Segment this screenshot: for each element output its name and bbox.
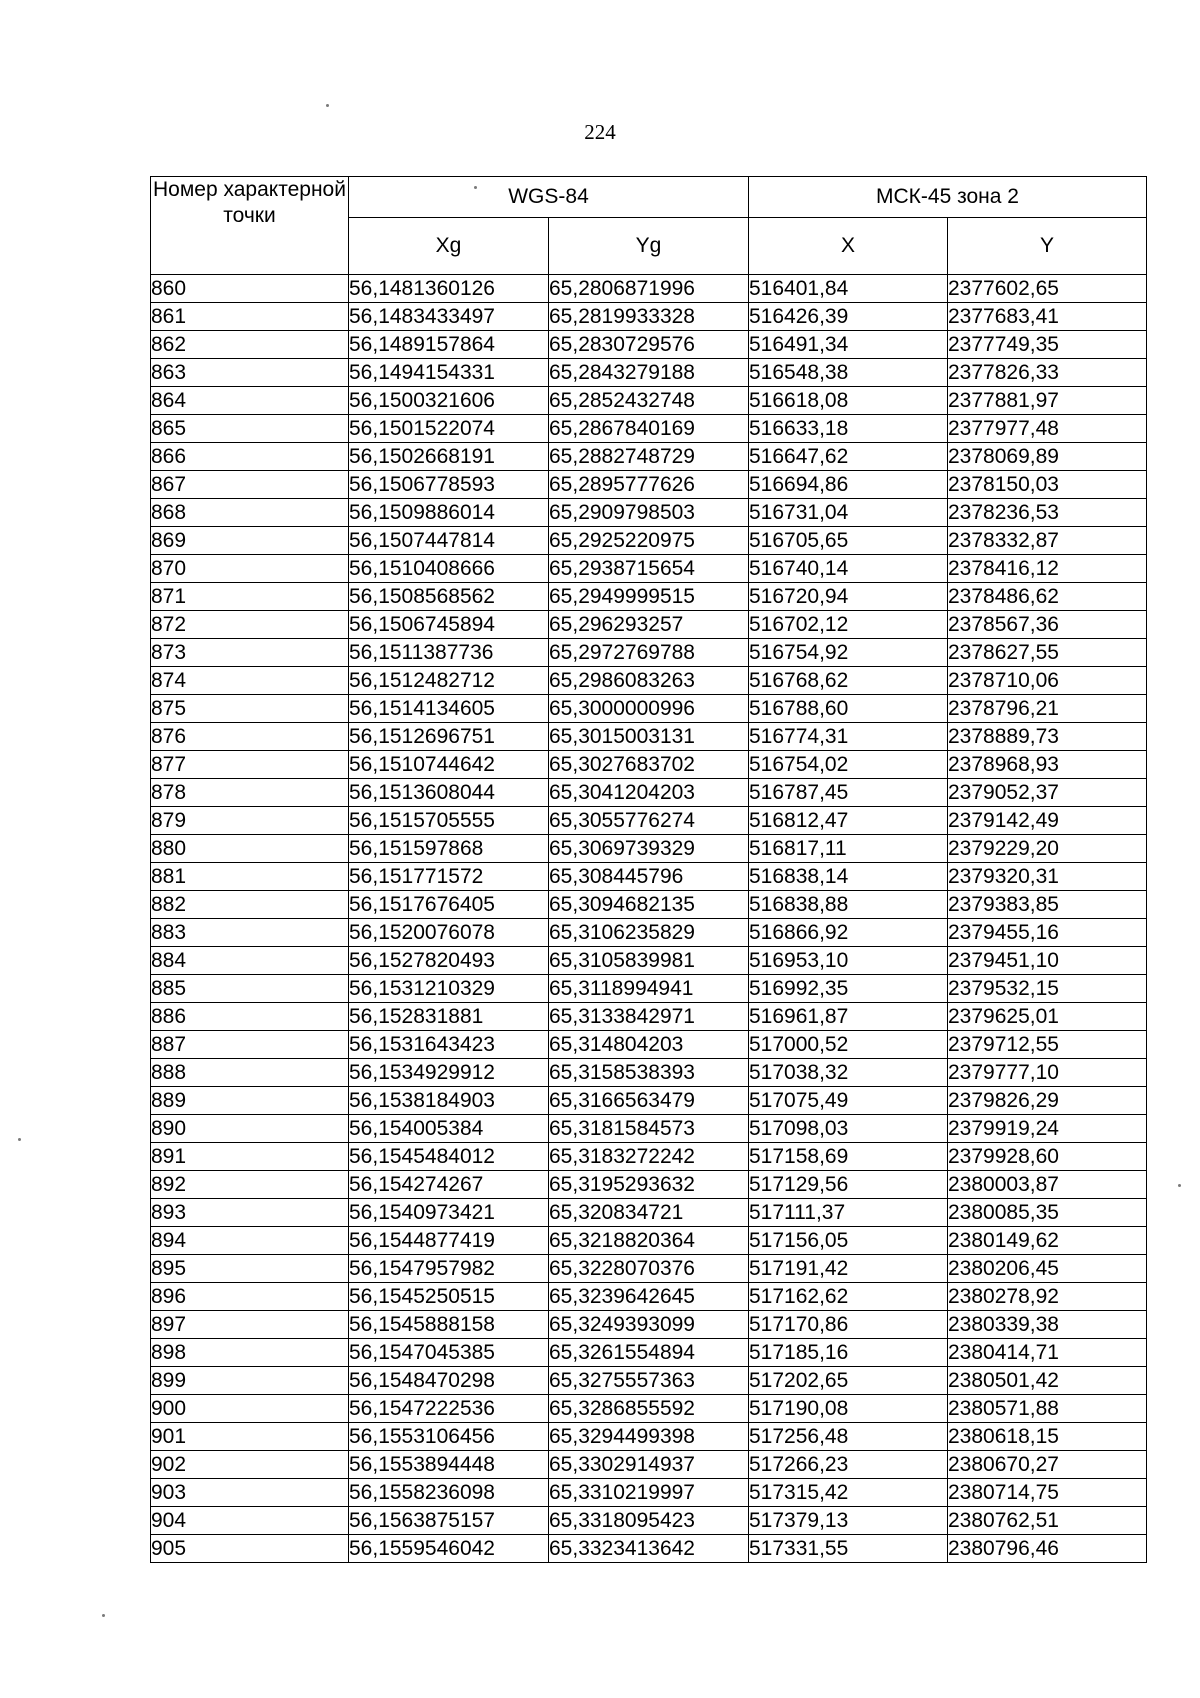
x-cell: 516992,35 [749,975,948,1003]
x-cell: 516768,62 [749,667,948,695]
xg-cell: 56,1540973421 [349,1199,549,1227]
x-cell: 516618,08 [749,387,948,415]
point-number-cell: 871 [151,583,349,611]
table-row [151,1059,1147,1087]
xg-cell: 56,1545250515 [349,1283,549,1311]
point-number-cell: 887 [151,1031,349,1059]
x-cell: 517315,42 [749,1479,948,1507]
y-cell: 2380085,35 [948,1199,1147,1227]
y-cell: 2377602,65 [948,275,1147,303]
yg-cell: 65,3133842971 [549,1003,749,1031]
header-x: X [749,218,948,275]
x-cell: 517266,23 [749,1451,948,1479]
y-cell: 2378150,03 [948,471,1147,499]
y-cell: 2377749,35 [948,331,1147,359]
header-msk45: МСК-45 зона 2 [749,177,1147,218]
table-row [151,303,1147,331]
table-row [151,415,1147,443]
table-row [151,751,1147,779]
y-cell: 2379383,85 [948,891,1147,919]
point-number-cell: 899 [151,1367,349,1395]
y-cell: 2379455,16 [948,919,1147,947]
header-y: Y [948,218,1147,275]
x-cell: 516702,12 [749,611,948,639]
yg-cell: 65,3158538393 [549,1059,749,1087]
table-row [151,1367,1147,1395]
table-row [151,667,1147,695]
y-cell: 2378486,62 [948,583,1147,611]
y-cell: 2379142,49 [948,807,1147,835]
xg-cell: 56,1545888158 [349,1311,549,1339]
xg-cell: 56,1506778593 [349,471,549,499]
xg-cell: 56,1553894448 [349,1451,549,1479]
yg-cell: 65,3323413642 [549,1535,749,1563]
header-point-number: Номер характерной точки [151,177,349,275]
table-row [151,1087,1147,1115]
y-cell: 2379320,31 [948,863,1147,891]
yg-cell: 65,2882748729 [549,443,749,471]
table-row [151,1507,1147,1535]
y-cell: 2379826,29 [948,1087,1147,1115]
point-number-cell: 863 [151,359,349,387]
x-cell: 516731,04 [749,499,948,527]
y-cell: 2380003,87 [948,1171,1147,1199]
yg-cell: 65,320834721 [549,1199,749,1227]
x-cell: 517098,03 [749,1115,948,1143]
yg-cell: 65,3275557363 [549,1367,749,1395]
table-row [151,695,1147,723]
x-cell: 517331,55 [749,1535,948,1563]
y-cell: 2380339,38 [948,1311,1147,1339]
y-cell: 2380206,45 [948,1255,1147,1283]
yg-cell: 65,3166563479 [549,1087,749,1115]
point-number-cell: 889 [151,1087,349,1115]
table-row [151,891,1147,919]
table-row [151,387,1147,415]
yg-cell: 65,3055776274 [549,807,749,835]
yg-cell: 65,3286855592 [549,1395,749,1423]
table-row [151,611,1147,639]
yg-cell: 65,2909798503 [549,499,749,527]
point-number-cell: 883 [151,919,349,947]
point-number-cell: 870 [151,555,349,583]
yg-cell: 65,2830729576 [549,331,749,359]
point-number-cell: 886 [151,1003,349,1031]
yg-cell: 65,2895777626 [549,471,749,499]
yg-cell: 65,2867840169 [549,415,749,443]
xg-cell: 56,1553106456 [349,1423,549,1451]
point-number-cell: 896 [151,1283,349,1311]
xg-cell: 56,1515705555 [349,807,549,835]
x-cell: 516647,62 [749,443,948,471]
point-number-cell: 862 [151,331,349,359]
xg-cell: 56,154274267 [349,1171,549,1199]
table-row [151,975,1147,1003]
y-cell: 2379625,01 [948,1003,1147,1031]
xg-cell: 56,1510408666 [349,555,549,583]
point-number-cell: 874 [151,667,349,695]
yg-cell: 65,3027683702 [549,751,749,779]
yg-cell: 65,3015003131 [549,723,749,751]
xg-cell: 56,1507447814 [349,527,549,555]
xg-cell: 56,1527820493 [349,947,549,975]
x-cell: 516491,34 [749,331,948,359]
xg-cell: 56,1500321606 [349,387,549,415]
y-cell: 2380414,71 [948,1339,1147,1367]
x-cell: 517185,16 [749,1339,948,1367]
xg-cell: 56,1548470298 [349,1367,549,1395]
xg-cell: 56,1545484012 [349,1143,549,1171]
table-row [151,1171,1147,1199]
y-cell: 2379229,20 [948,835,1147,863]
x-cell: 516548,38 [749,359,948,387]
x-cell: 517038,32 [749,1059,948,1087]
xg-cell: 56,1510744642 [349,751,549,779]
yg-cell: 65,2949999515 [549,583,749,611]
header-wgs84: WGS-84 [349,177,749,218]
y-cell: 2379777,10 [948,1059,1147,1087]
table-row [151,1031,1147,1059]
y-cell: 2380714,75 [948,1479,1147,1507]
x-cell: 517000,52 [749,1031,948,1059]
point-number-cell: 868 [151,499,349,527]
xg-cell: 56,1506745894 [349,611,549,639]
x-cell: 516740,14 [749,555,948,583]
yg-cell: 65,2972769788 [549,639,749,667]
point-number-cell: 867 [151,471,349,499]
scan-speck [326,104,329,107]
yg-cell: 65,2843279188 [549,359,749,387]
table-row [151,1535,1147,1563]
y-cell: 2380149,62 [948,1227,1147,1255]
xg-cell: 56,1514134605 [349,695,549,723]
yg-cell: 65,2925220975 [549,527,749,555]
x-cell: 516817,11 [749,835,948,863]
x-cell: 516953,10 [749,947,948,975]
xg-cell: 56,1511387736 [349,639,549,667]
y-cell: 2380278,92 [948,1283,1147,1311]
xg-cell: 56,1513608044 [349,779,549,807]
page-number: 224 [584,120,616,144]
table-row [151,1003,1147,1031]
xg-cell: 56,1512696751 [349,723,549,751]
scan-speck [1178,1184,1181,1187]
xg-cell: 56,1538184903 [349,1087,549,1115]
y-cell: 2380571,88 [948,1395,1147,1423]
xg-cell: 56,1489157864 [349,331,549,359]
header-yg: Yg [549,218,749,275]
x-cell: 517191,42 [749,1255,948,1283]
x-cell: 516812,47 [749,807,948,835]
table-row [151,443,1147,471]
x-cell: 516633,18 [749,415,948,443]
point-number-cell: 881 [151,863,349,891]
x-cell: 516401,84 [749,275,948,303]
y-cell: 2380796,46 [948,1535,1147,1563]
point-number-cell: 904 [151,1507,349,1535]
y-cell: 2378968,93 [948,751,1147,779]
point-number-cell: 898 [151,1339,349,1367]
xg-cell: 56,1494154331 [349,359,549,387]
xg-cell: 56,1531643423 [349,1031,549,1059]
xg-cell: 56,1563875157 [349,1507,549,1535]
yg-cell: 65,2938715654 [549,555,749,583]
yg-cell: 65,2819933328 [549,303,749,331]
table-body [151,275,1147,1563]
x-cell: 517190,08 [749,1395,948,1423]
yg-cell: 65,3218820364 [549,1227,749,1255]
y-cell: 2379052,37 [948,779,1147,807]
table-row [151,807,1147,835]
x-cell: 516961,87 [749,1003,948,1031]
y-cell: 2378332,87 [948,527,1147,555]
x-cell: 516787,45 [749,779,948,807]
table-row [151,1423,1147,1451]
xg-cell: 56,151771572 [349,863,549,891]
point-number-cell: 865 [151,415,349,443]
yg-cell: 65,3069739329 [549,835,749,863]
yg-cell: 65,3318095423 [549,1507,749,1535]
point-number-cell: 884 [151,947,349,975]
yg-cell: 65,3261554894 [549,1339,749,1367]
y-cell: 2379451,10 [948,947,1147,975]
x-cell: 517156,05 [749,1227,948,1255]
point-number-cell: 901 [151,1423,349,1451]
xg-cell: 56,1544877419 [349,1227,549,1255]
xg-cell: 56,1547045385 [349,1339,549,1367]
point-number-cell: 879 [151,807,349,835]
x-cell: 516426,39 [749,303,948,331]
x-cell: 516838,88 [749,891,948,919]
table-row [151,1199,1147,1227]
point-number-cell: 891 [151,1143,349,1171]
y-cell: 2378236,53 [948,499,1147,527]
table-row [151,1311,1147,1339]
y-cell: 2378567,36 [948,611,1147,639]
point-number-cell: 894 [151,1227,349,1255]
point-number-cell: 888 [151,1059,349,1087]
point-number-cell: 861 [151,303,349,331]
x-cell: 517170,86 [749,1311,948,1339]
xg-cell: 56,1534929912 [349,1059,549,1087]
point-number-cell: 872 [151,611,349,639]
yg-cell: 65,3181584573 [549,1115,749,1143]
table-row [151,1339,1147,1367]
x-cell: 517111,37 [749,1199,948,1227]
yg-cell: 65,3195293632 [549,1171,749,1199]
x-cell: 517075,49 [749,1087,948,1115]
table-row [151,919,1147,947]
table-row [151,471,1147,499]
xg-cell: 56,152831881 [349,1003,549,1031]
y-cell: 2377683,41 [948,303,1147,331]
y-cell: 2378710,06 [948,667,1147,695]
yg-cell: 65,3118994941 [549,975,749,1003]
point-number-cell: 876 [151,723,349,751]
y-cell: 2380618,15 [948,1423,1147,1451]
table-row [151,275,1147,303]
point-number-cell: 873 [151,639,349,667]
xg-cell: 56,1547222536 [349,1395,549,1423]
y-cell: 2380501,42 [948,1367,1147,1395]
x-cell: 516866,92 [749,919,948,947]
xg-cell: 56,1512482712 [349,667,549,695]
yg-cell: 65,3041204203 [549,779,749,807]
table-row [151,639,1147,667]
yg-cell: 65,2852432748 [549,387,749,415]
scan-speck [102,1614,105,1617]
yg-cell: 65,3000000996 [549,695,749,723]
xg-cell: 56,1483433497 [349,303,549,331]
table-row [151,331,1147,359]
yg-cell: 65,2806871996 [549,275,749,303]
yg-cell: 65,3106235829 [549,919,749,947]
header-row-groups [151,177,1147,218]
y-cell: 2378627,55 [948,639,1147,667]
point-number-cell: 875 [151,695,349,723]
table-row [151,1479,1147,1507]
point-number-cell: 900 [151,1395,349,1423]
point-number-cell: 897 [151,1311,349,1339]
point-number-cell: 878 [151,779,349,807]
y-cell: 2378796,21 [948,695,1147,723]
xg-cell: 56,151597868 [349,835,549,863]
yg-cell: 65,3310219997 [549,1479,749,1507]
point-number-cell: 890 [151,1115,349,1143]
table-row [151,555,1147,583]
yg-cell: 65,296293257 [549,611,749,639]
table-row [151,779,1147,807]
point-number-cell: 892 [151,1171,349,1199]
y-cell: 2377826,33 [948,359,1147,387]
coordinates-table [150,176,1147,1563]
x-cell: 516838,14 [749,863,948,891]
table-row [151,527,1147,555]
y-cell: 2379919,24 [948,1115,1147,1143]
yg-cell: 65,3094682135 [549,891,749,919]
point-number-cell: 866 [151,443,349,471]
x-cell: 517129,56 [749,1171,948,1199]
y-cell: 2380762,51 [948,1507,1147,1535]
yg-cell: 65,308445796 [549,863,749,891]
yg-cell: 65,3228070376 [549,1255,749,1283]
xg-cell: 56,1502668191 [349,443,549,471]
yg-cell: 65,3105839981 [549,947,749,975]
point-number-cell: 893 [151,1199,349,1227]
xg-cell: 56,1547957982 [349,1255,549,1283]
xg-cell: 56,1558236098 [349,1479,549,1507]
y-cell: 2379712,55 [948,1031,1147,1059]
xg-cell: 56,1509886014 [349,499,549,527]
xg-cell: 56,1501522074 [349,415,549,443]
yg-cell: 65,3183272242 [549,1143,749,1171]
y-cell: 2380670,27 [948,1451,1147,1479]
table-row [151,583,1147,611]
table-row [151,1451,1147,1479]
table-row [151,359,1147,387]
point-number-cell: 877 [151,751,349,779]
xg-cell: 56,1520076078 [349,919,549,947]
x-cell: 516705,65 [749,527,948,555]
x-cell: 517202,65 [749,1367,948,1395]
x-cell: 516774,31 [749,723,948,751]
table-row [151,499,1147,527]
point-number-cell: 895 [151,1255,349,1283]
yg-cell: 65,314804203 [549,1031,749,1059]
point-number-cell: 864 [151,387,349,415]
x-cell: 517256,48 [749,1423,948,1451]
x-cell: 516754,92 [749,639,948,667]
table-row [151,1255,1147,1283]
yg-cell: 65,3239642645 [549,1283,749,1311]
table-row [151,947,1147,975]
table-row [151,1115,1147,1143]
y-cell: 2379532,15 [948,975,1147,1003]
x-cell: 517162,62 [749,1283,948,1311]
table-row [151,835,1147,863]
table-row [151,1395,1147,1423]
point-number-cell: 885 [151,975,349,1003]
x-cell: 516788,60 [749,695,948,723]
x-cell: 517158,69 [749,1143,948,1171]
x-cell: 516720,94 [749,583,948,611]
y-cell: 2377881,97 [948,387,1147,415]
xg-cell: 56,1517676405 [349,891,549,919]
table-row [151,723,1147,751]
yg-cell: 65,3302914937 [549,1451,749,1479]
point-number-cell: 869 [151,527,349,555]
point-number-cell: 905 [151,1535,349,1563]
y-cell: 2378416,12 [948,555,1147,583]
xg-cell: 56,1559546042 [349,1535,549,1563]
yg-cell: 65,3249393099 [549,1311,749,1339]
y-cell: 2377977,48 [948,415,1147,443]
xg-cell: 56,1531210329 [349,975,549,1003]
point-number-cell: 860 [151,275,349,303]
table-row [151,1143,1147,1171]
scan-speck [18,1138,21,1141]
yg-cell: 65,2986083263 [549,667,749,695]
xg-cell: 56,1481360126 [349,275,549,303]
x-cell: 516754,02 [749,751,948,779]
table-row [151,1283,1147,1311]
y-cell: 2378069,89 [948,443,1147,471]
x-cell: 517379,13 [749,1507,948,1535]
point-number-cell: 880 [151,835,349,863]
xg-cell: 56,154005384 [349,1115,549,1143]
x-cell: 516694,86 [749,471,948,499]
xg-cell: 56,1508568562 [349,583,549,611]
scan-speck [474,186,477,189]
y-cell: 2379928,60 [948,1143,1147,1171]
point-number-cell: 902 [151,1451,349,1479]
point-number-cell: 903 [151,1479,349,1507]
table-row [151,863,1147,891]
header-xg: Xg [349,218,549,275]
point-number-cell: 882 [151,891,349,919]
yg-cell: 65,3294499398 [549,1423,749,1451]
y-cell: 2378889,73 [948,723,1147,751]
table-row [151,1227,1147,1255]
